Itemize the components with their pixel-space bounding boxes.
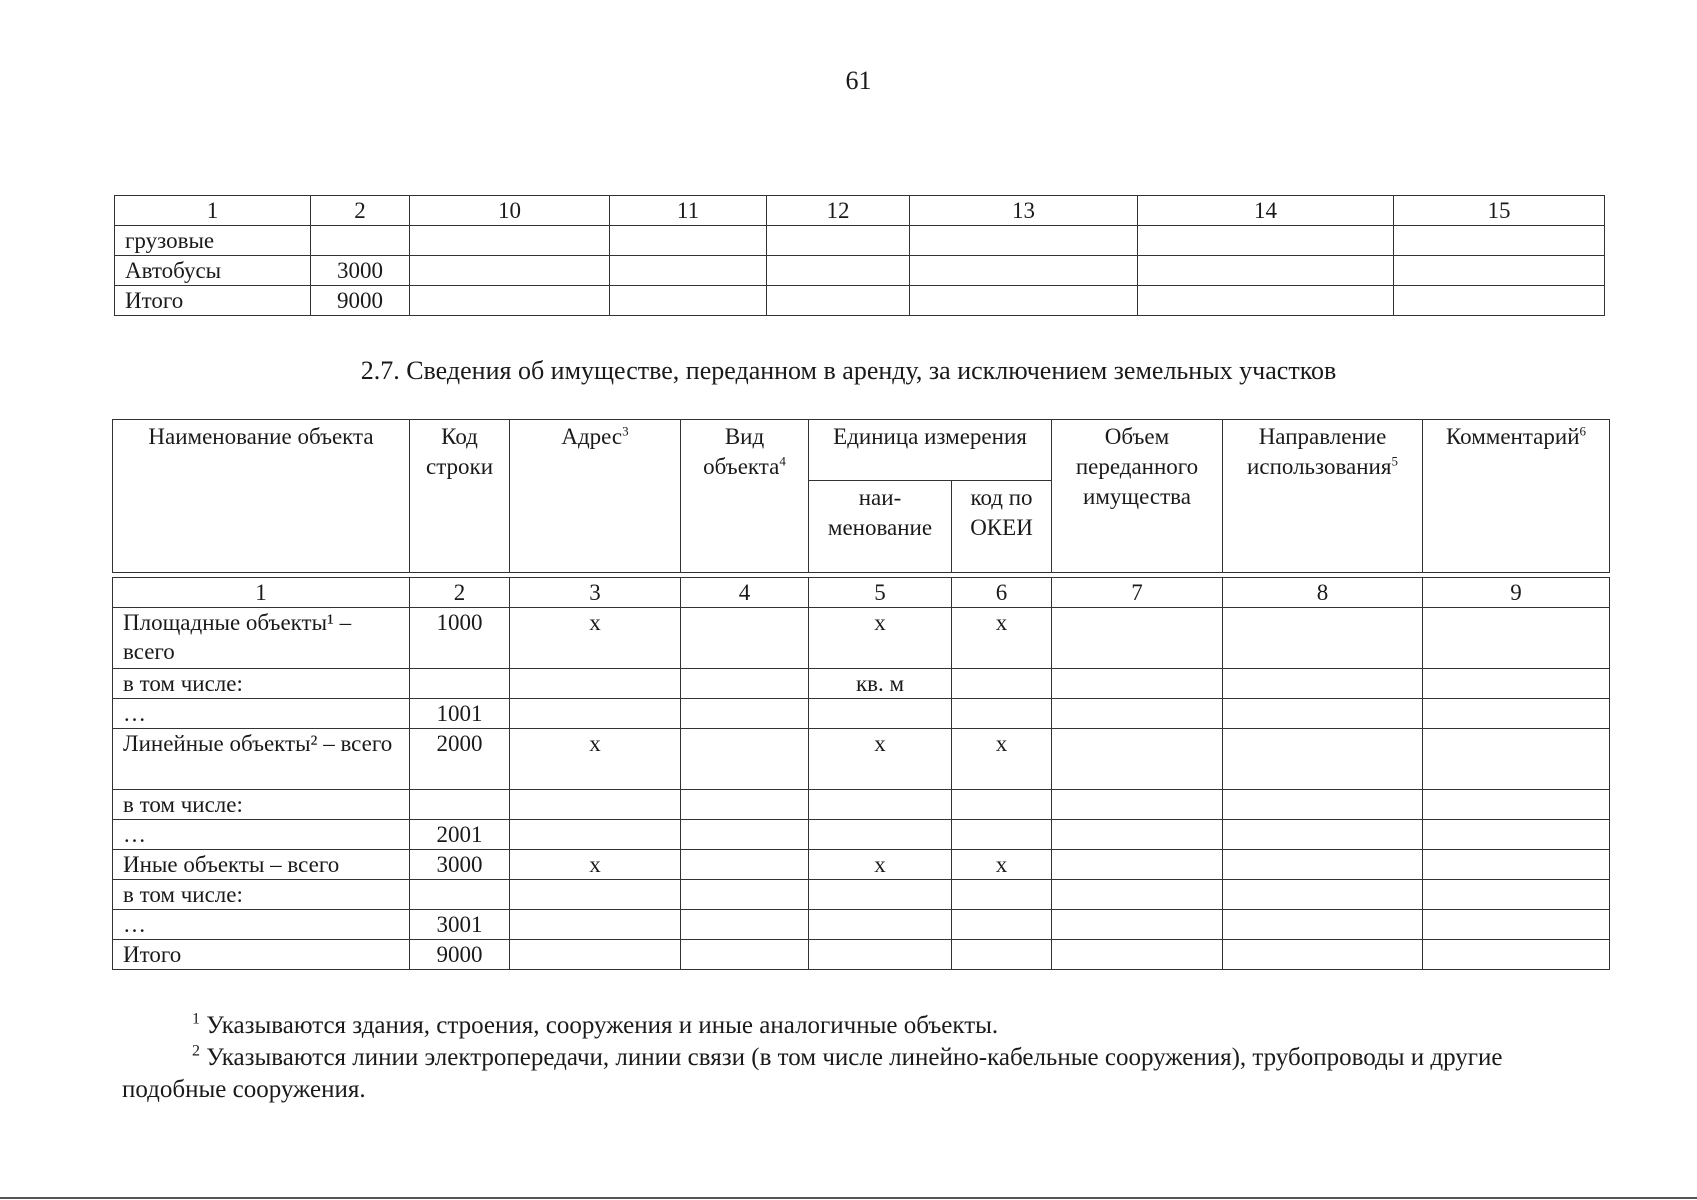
table-cell: 1001 <box>410 699 510 729</box>
table-cell <box>952 820 1052 850</box>
table-cell <box>1223 669 1423 699</box>
table-cell <box>1223 608 1423 669</box>
table-cell: х <box>952 729 1052 790</box>
table-cell <box>610 226 767 256</box>
column-number-row <box>115 196 1605 226</box>
table-cell: 9000 <box>311 286 410 316</box>
table-cell <box>510 790 681 820</box>
table-cell <box>910 286 1138 316</box>
column-number-row <box>113 578 1610 608</box>
table-cell <box>510 880 681 910</box>
table-cell <box>1052 910 1223 940</box>
table-cell <box>510 940 681 970</box>
table-cell: 3000 <box>311 256 410 286</box>
table-cell: х <box>809 850 952 880</box>
table-cell <box>681 608 809 669</box>
page-number: 61 <box>845 66 872 95</box>
table-cell: х <box>510 850 681 880</box>
column-number: 4 <box>681 578 809 608</box>
table-row <box>113 669 1610 699</box>
table-cell <box>510 820 681 850</box>
table-cell: Линейные объекты² – всего <box>113 729 410 790</box>
header-unit-name: наи-менование <box>809 481 952 573</box>
column-number: 2 <box>410 578 510 608</box>
table-cell <box>1052 850 1223 880</box>
table-cell <box>1052 820 1223 850</box>
table-cell <box>809 910 952 940</box>
table-cell <box>1423 669 1610 699</box>
table-cell: 15 <box>1394 196 1605 226</box>
table-cell <box>681 699 809 729</box>
table-cell: х <box>809 608 952 669</box>
property-table-header <box>112 419 1610 573</box>
table-cell <box>1138 286 1394 316</box>
table-row <box>113 850 1610 880</box>
table-cell <box>410 226 610 256</box>
table-cell: 10 <box>410 196 610 226</box>
table-cell <box>1223 699 1423 729</box>
table-cell <box>1052 880 1223 910</box>
table-cell <box>1052 669 1223 699</box>
table-cell: х <box>510 608 681 669</box>
column-number: 5 <box>809 578 952 608</box>
table-cell <box>510 699 681 729</box>
table-cell: Итого <box>113 940 410 970</box>
table-cell: х <box>952 608 1052 669</box>
table-cell: 1000 <box>410 608 510 669</box>
table-cell <box>809 940 952 970</box>
table-cell <box>1394 256 1605 286</box>
footnotes <box>122 1010 1597 1106</box>
table-cell <box>681 820 809 850</box>
table-cell: в том числе: <box>113 790 410 820</box>
header-type: Вид объекта$^4$ <box>681 420 809 573</box>
table-cell <box>410 790 510 820</box>
table-cell: в том числе: <box>113 669 410 699</box>
header-unit-code: код по ОКЕИ <box>952 481 1052 573</box>
table-cell <box>1423 790 1610 820</box>
table-row <box>115 226 1605 256</box>
table-row <box>113 729 1610 790</box>
table-cell <box>1223 850 1423 880</box>
table-cell <box>510 669 681 699</box>
table-cell <box>1223 880 1423 910</box>
footnote-2: $^2$ Указываются линии электропередачи, линии связи (в том числе линейно-кабельные сооружения), трубопроводы и другие подобные сооружения. <box>122 1042 1503 1103</box>
table-cell: 2 <box>311 196 410 226</box>
table-cell: 1 <box>115 196 311 226</box>
column-number: 6 <box>952 578 1052 608</box>
table-row <box>115 256 1605 286</box>
table-cell: … <box>113 820 410 850</box>
table-cell <box>952 790 1052 820</box>
table-cell <box>809 790 952 820</box>
table-cell: х <box>510 729 681 790</box>
table-cell <box>681 850 809 880</box>
table-cell <box>809 880 952 910</box>
table-cell: Итого <box>115 286 311 316</box>
table-cell <box>767 226 910 256</box>
table-cell <box>681 790 809 820</box>
table-cell <box>1423 820 1610 850</box>
header-code: Код строки <box>410 420 510 573</box>
table-cell <box>681 910 809 940</box>
table-cell <box>809 820 952 850</box>
table-cell <box>410 880 510 910</box>
table-cell <box>1423 608 1610 669</box>
table-cell <box>952 880 1052 910</box>
table-cell <box>681 940 809 970</box>
table-cell <box>1223 820 1423 850</box>
table-row <box>113 940 1610 970</box>
column-number: 3 <box>510 578 681 608</box>
table-row <box>115 286 1605 316</box>
table-cell <box>311 226 410 256</box>
table-cell <box>681 729 809 790</box>
table-cell <box>809 699 952 729</box>
header-name: Наименование объекта <box>113 420 410 573</box>
table-cell <box>1052 608 1223 669</box>
table-cell: 3001 <box>410 910 510 940</box>
table-cell: 2000 <box>410 729 510 790</box>
table-row <box>113 820 1610 850</box>
column-number: 7 <box>1052 578 1223 608</box>
table-cell <box>1223 790 1423 820</box>
scan-edge-line <box>0 1197 1697 1199</box>
table-cell: х <box>809 729 952 790</box>
table-cell <box>410 669 510 699</box>
table-cell <box>1052 699 1223 729</box>
table-cell: 11 <box>610 196 767 226</box>
table-cell: … <box>113 910 410 940</box>
table-cell <box>1423 940 1610 970</box>
table-cell <box>1052 940 1223 970</box>
table-cell: 14 <box>1138 196 1394 226</box>
property-table-body <box>112 577 1610 970</box>
table-row <box>113 699 1610 729</box>
table-cell <box>1394 226 1605 256</box>
table-cell <box>1223 940 1423 970</box>
table-row <box>113 880 1610 910</box>
table-cell <box>910 226 1138 256</box>
table-cell <box>1223 729 1423 790</box>
table-row <box>113 790 1610 820</box>
column-number: 9 <box>1423 578 1610 608</box>
table-cell: Автобусы <box>115 256 311 286</box>
table-cell <box>952 699 1052 729</box>
table-cell: х <box>952 850 1052 880</box>
table-cell <box>952 940 1052 970</box>
table-cell <box>610 256 767 286</box>
table-cell <box>1423 880 1610 910</box>
table-cell <box>910 256 1138 286</box>
table-cell: 2001 <box>410 820 510 850</box>
table-cell <box>952 910 1052 940</box>
table-cell: кв. м <box>809 669 952 699</box>
table-cell <box>1423 910 1610 940</box>
table-cell: 9000 <box>410 940 510 970</box>
table-cell: Иные объекты – всего <box>113 850 410 880</box>
table-cell <box>410 256 610 286</box>
table-cell <box>767 286 910 316</box>
table-cell <box>1423 729 1610 790</box>
header-comment: Комментарий$^6$ <box>1423 420 1610 573</box>
table-cell <box>410 286 610 316</box>
table-cell: в том числе: <box>113 880 410 910</box>
table-row <box>113 608 1610 669</box>
header-direction: Направление использования$^5$ <box>1223 420 1423 573</box>
table-cell <box>1423 699 1610 729</box>
footnote-1: $^1$ Указываются здания, строения, сооружения и иные аналогичные объекты. <box>192 1010 999 1039</box>
header-unit: Единица измерения <box>809 420 1052 481</box>
table-cell <box>610 286 767 316</box>
header-address: Адрес$^3$ <box>510 420 681 573</box>
table-cell <box>1223 910 1423 940</box>
section-title: 2.7. Сведения об имуществе, переданном в аренду, за исключением земельных участков <box>360 356 1337 385</box>
column-number: 1 <box>113 578 410 608</box>
table-cell <box>1052 729 1223 790</box>
header-volume: Объем переданного имущества <box>1052 420 1223 573</box>
table-cell <box>681 669 809 699</box>
table-cell: 3000 <box>410 850 510 880</box>
table-cell: … <box>113 699 410 729</box>
table-row <box>113 910 1610 940</box>
table-cell <box>510 910 681 940</box>
table-cell: 12 <box>767 196 910 226</box>
table-cell <box>1138 256 1394 286</box>
table-cell <box>767 256 910 286</box>
continuation-table <box>114 195 1605 316</box>
table-cell <box>681 880 809 910</box>
table-cell <box>1394 286 1605 316</box>
table-cell <box>1052 790 1223 820</box>
table-cell: грузовые <box>115 226 311 256</box>
table-cell: Площадные объекты¹ – всего <box>113 608 410 669</box>
table-cell <box>1423 850 1610 880</box>
table-cell: 13 <box>910 196 1138 226</box>
table-cell <box>1138 226 1394 256</box>
column-number: 8 <box>1223 578 1423 608</box>
table-cell <box>952 669 1052 699</box>
